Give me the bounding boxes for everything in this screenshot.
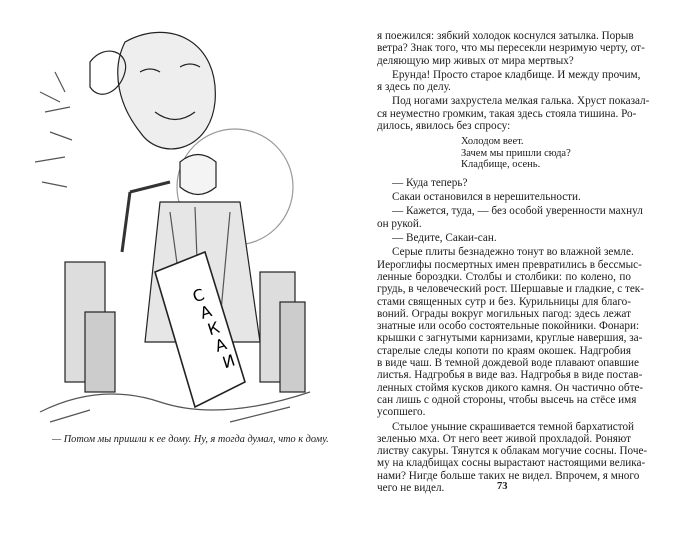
text-line: зеленью мха. От него веет живой прохладой. Роняют [377,432,631,445]
text-line: в виде чаш. В темной дождевой воде плавают опавшие [377,357,639,370]
text-line: ленные бороздки. Столбы и столбики: по колено, по [377,270,631,283]
text-line: Сакаи остановился в нерешительности. [392,191,581,204]
text-line: Ерунда! Просто старое кладбище. И между прочим, [392,68,641,81]
text-line: воний. Ограды вокруг могильных пагод: здесь лежат [377,307,631,320]
haiku [377,136,631,171]
text-line: крышки с загнутыми карнизами, круглые навершия, за- [377,332,643,345]
text-line: Под ногами захрустела мелкая галька. Хруст показал- [392,95,650,108]
text-line: листву сакуры. Тянутся к облакам могучие сосны. Поче- [377,445,648,458]
text-line: Серые плиты безнадежно тонут во влажной земле. [392,246,634,259]
mask-face [118,32,216,148]
text-line: деляющую мир живых от мира мертвых? [377,54,574,67]
text-line: сан лишь с одной стороны, чтобы высечь на стёсе имя [377,393,637,406]
text-line: он рукой. [377,217,422,230]
text-line: ленных стоймя кусков дикого камня. Он частично обте- [377,381,644,394]
paragraph [377,68,641,94]
text-line: — Ведите, Сакаи-сан. [392,232,497,245]
text-line: знатные или особо состоятельные покойники. Фонари: [377,320,640,333]
text-line: я поежился: зябкий холодок коснулся затылка. Порыв [377,30,634,42]
text-line: му на кладбищах сосны вырастают настоящими велика- [377,457,646,470]
illustration-caption: — Потом мы пришли к ее дому. Ну, я тогда думал, что к дому. [52,434,329,445]
text-line: ветра? Знак того, что мы пересекли незримую черту, от- [377,42,645,55]
haiku-line: Кладбище, осень. [461,159,541,171]
illustration-cemetery [30,12,320,430]
flowers [35,72,72,187]
haiku-line: Холодом веет. [461,136,524,148]
paragraph [377,205,643,230]
text-line: Иероглифы посмертных имен превратились в бессмыс- [377,258,642,271]
text-line: грудь, в человеческий рост. Шершавые и гладкие, с тек- [377,283,644,296]
paragraph [377,95,650,133]
samurai-head [180,155,216,195]
text-line: нами? Нигде больше таких не видел. Впрочем, я много [377,469,640,482]
page-number: 73 [497,481,508,492]
text-line: усопшего. [377,406,426,419]
text-line: — Куда теперь? [392,176,468,189]
haiku-line: Зачем мы пришли сюда? [461,147,571,159]
text-line: я здесь по делу. [377,81,451,94]
body-text [377,30,650,494]
text-line: стами священных сутр и без. Курильницы для благо- [377,295,631,308]
text-line: чего не видел. [377,482,445,494]
text-line: дилось, явилось без спросу: [377,120,511,133]
text-line: Стылое уныние скрашивается темной бархатистой [392,420,635,433]
text-line: старелые следы копоти по краям окошек. Надгробия [377,344,631,357]
plank-lettering: САКАИ [190,284,238,373]
paragraph [377,246,644,419]
text-line: ся неуместно громким, такая здесь стояла тишина. Ро- [377,107,637,120]
tombstone [85,312,115,392]
paragraph [377,177,631,189]
paragraph [377,191,631,203]
paragraph [377,30,645,67]
text-line: — Кажется, туда, — без особой уверенности махнул [392,205,643,218]
paragraph [377,232,631,244]
illustration-drawing [30,12,320,430]
text-line: листья. Надгробья в виде ваз. Надгробья в виде постав- [377,369,643,382]
